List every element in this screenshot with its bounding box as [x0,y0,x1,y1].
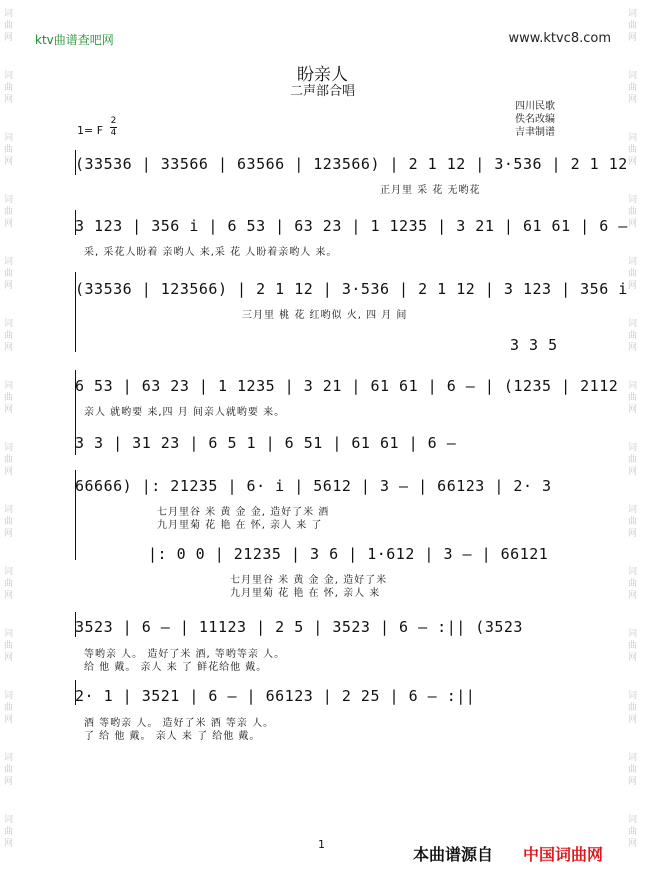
key-signature: 1= F [77,124,104,137]
watermark-text: 词 曲 网 [4,195,14,229]
score-lyrics: 亲人 就哟要 来,四 月 间亲人就哟要 来。 [84,407,286,418]
site-name-left: ktv曲谱查吧网 [35,33,114,47]
credit-origin: 四川民歌 [515,101,555,112]
score-lyrics: 等哟亲 人。 造好了米 酒, 等哟等亲 人。 [84,649,286,660]
score-lyrics: 七月里谷 米 黄 金 金, 造好了米 [230,575,388,586]
score-lyrics: 正月里 采 花 无哟花 [380,185,481,196]
score-notes: 3523 | 6 — | 11123 | 2 5 | 3523 | 6 — :|| (3523 [75,618,523,636]
watermark-text: 词 曲 网 [628,753,638,787]
song-subtitle: 二声部合唱 [289,84,355,99]
time-bottom: 4 [110,128,117,138]
watermark-text: 词 曲 网 [4,815,14,849]
watermark-text: 词 曲 网 [4,443,14,477]
watermark-text: 词 曲 网 [4,753,14,787]
site-url-right: www.ktvc8.com [508,31,611,46]
watermark-text: 词 曲 网 [4,505,14,539]
watermark-text: 词 曲 网 [628,257,638,291]
score-notes: |: 0 0 | 21235 | 3 6 | 1·612 | 3 — | 66121 [148,545,549,563]
watermark-text: 词 曲 网 [628,505,638,539]
score-lyrics: 采, 采花人盼着 亲哟人 来,采 花 人盼着亲哟人 来。 [84,247,338,258]
watermark-text: 词 曲 网 [628,567,638,601]
score-notes: 3 3 | 31 23 | 6 5 1 | 6 51 | 61 61 | 6 — [75,434,457,452]
song-credits [515,100,555,139]
credit-transcriber: 吉聿制谱 [515,127,555,138]
score-notes: 6 53 | 63 23 | 1 1235 | 3 21 | 61 61 | 6 — | (1235 | 2112 [75,377,619,395]
score-lyrics: 给 他 戴。 亲人 来 了 鲜花给他 戴。 [84,662,268,673]
source-site-link[interactable]: 中国词曲网 [523,845,604,864]
watermark-text: 词 曲 网 [628,815,638,849]
credit-arranger: 佚名改编 [515,114,555,125]
score-notes: 3 123 | 356 i | 6 53 | 63 23 | 1 1235 | 3 21 | 61 61 | 6 — [75,217,628,235]
score-lyrics: 九月里菊 花 艳 在 怀, 亲人 来 了 [157,520,323,531]
score-lyrics: 三月里 桃 花 红哟似 火, 四 月 间 [242,310,408,321]
watermark-text: 词 曲 网 [4,691,14,725]
watermark-text: 词 曲 网 [628,133,638,167]
source-label: 本曲谱源自 [413,845,494,864]
watermark-text: 词 曲 网 [628,71,638,105]
watermark-text: 词 曲 网 [4,319,14,353]
watermark-text: 词 曲 网 [628,443,638,477]
score-lyrics: 七月里谷 米 黄 金 金, 造好了米 酒 [157,507,330,518]
score-notes: 66666) |: 21235 | 6· i | 5612 | 3 — | 66123 | 2· 3 [75,477,552,495]
page-number: 1 [318,838,325,851]
score-notes: (33536 | 33566 | 63566 | 123566) | 2 1 12 | 3·536 | 2 1 12 [75,155,628,173]
score-lyrics: 酒 等哟亲 人。 造好了米 酒 等亲 人。 [84,718,275,729]
watermark-text: 词 曲 网 [4,381,14,415]
score-lyrics: 了 给 他 戴。 亲人 来 了 给他 戴。 [84,731,261,742]
watermark-text: 词 曲 网 [628,691,638,725]
score-notes: 2· 1 | 3521 | 6 — | 66123 | 2 25 | 6 — :|| [75,687,476,705]
score-notes: 3 3 5 [510,336,558,354]
watermark-text: 词 曲 网 [4,257,14,291]
watermark-text: 词 曲 网 [628,195,638,229]
watermark-text: 词 曲 网 [628,319,638,353]
score-lyrics: 九月里菊 花 艳 在 怀, 亲人 来 [230,588,381,599]
watermark-text: 词 曲 网 [4,567,14,601]
song-title: 盼亲人 [297,65,348,85]
time-signature [110,117,117,138]
score-notes: (33536 | 123566) | 2 1 12 | 3·536 | 2 1 12 | 3 123 | 356 i [75,280,628,298]
watermark-text: 词 曲 网 [628,629,638,663]
watermark-text: 词 曲 网 [628,9,638,43]
watermark-text: 词 曲 网 [4,71,14,105]
watermark-text: 词 曲 网 [4,629,14,663]
time-top: 2 [110,116,117,126]
watermark-text: 词 曲 网 [628,381,638,415]
watermark-text: 词 曲 网 [4,9,14,43]
watermark-text: 词 曲 网 [4,133,14,167]
